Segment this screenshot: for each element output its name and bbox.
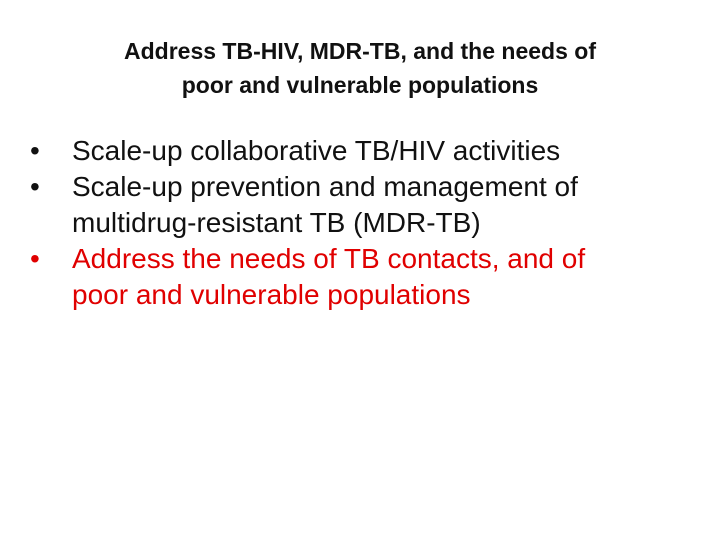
bullet-dot-icon: •	[30, 243, 40, 274]
slide-title-line-2: poor and vulnerable populations	[181, 72, 539, 98]
bullet-list	[30, 133, 700, 313]
bullet-item	[30, 169, 700, 241]
bullet-line: poor and vulnerable populations	[72, 279, 471, 310]
bullet-line: Scale-up prevention and management of	[72, 171, 578, 202]
bullet-line: Scale-up collaborative TB/HIV activities	[72, 135, 561, 166]
bullet-item-highlighted	[30, 241, 700, 313]
bullet-line: Address the needs of TB contacts, and of	[72, 243, 586, 274]
bullet-item	[30, 133, 700, 169]
slide-title	[40, 34, 680, 102]
bullet-dot-icon: •	[30, 171, 40, 202]
bullet-dot-icon: •	[30, 135, 40, 166]
bullet-line: multidrug-resistant TB (MDR-TB)	[72, 207, 481, 238]
slide-title-line-1: Address TB-HIV, MDR-TB, and the needs of	[124, 38, 596, 64]
